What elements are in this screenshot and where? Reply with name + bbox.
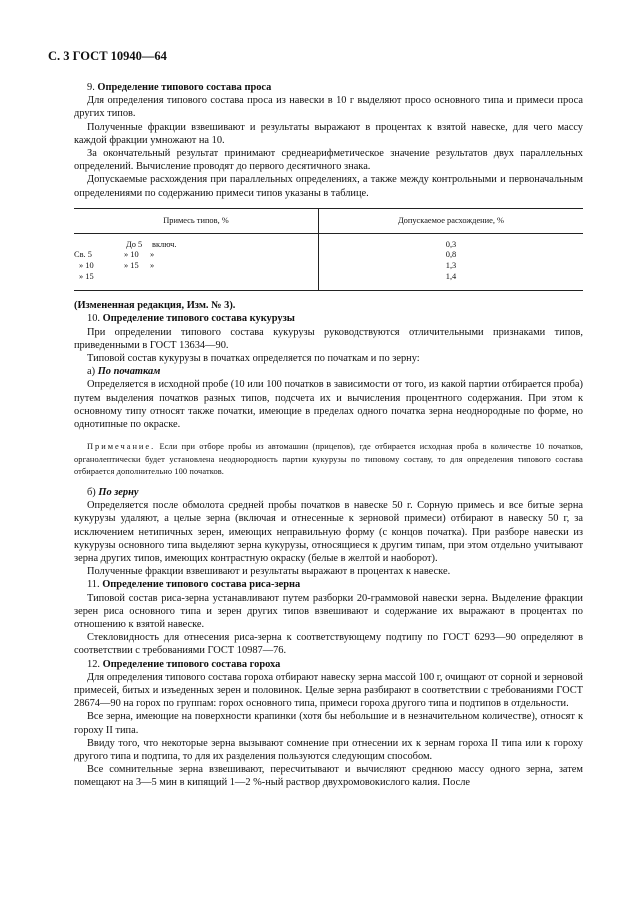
edition-note: (Измененная редакция, Изм. № 3). bbox=[74, 300, 236, 312]
paragraph: Ввиду того, что некоторые зерна вызывают сомнение при отнесении их к зернам гороха II типа или к гороху другого типа и подтипа, то для их разделения пользуются следующим способом. bbox=[74, 737, 583, 763]
paragraph: Допускаемые расхождения при параллельных определениях, а также между контрольными и первоначальным определениями по содержанию примеси типов указаны в таблице. bbox=[74, 174, 583, 199]
paragraph: Определяется в исходной пробе (10 или 100 початков в зависимости от того, из какой партии отбирается проба) путем выделения початков разных типов, подсчета их и вычисления процентного содержания. При этом к основному типу относят также початки, имеющие в пределах одного початка зерна неоднородные по форме, но однотипные по окраске. bbox=[74, 379, 583, 431]
table-header-cell: Примесь типов, % bbox=[74, 208, 319, 233]
paragraph: Определяется после обмолота средней пробы початков в навеске 50 г. Сорную примесь и все битые зерна кукурузы удаляют, а целые зерна (включая и отнесенные к зерновой примеси) отбирают в навеску 50 г, за исключением нетипичных зерен, имеющих неправильную форму (с концов початка). При разборе навески из кукурузы основного типа выделяют зерна кукурузы, относящиеся к другим типам, при этом отдельно учитывают зерна других типов, имеющих контрастную окраску (белые в желтой и наоборот). bbox=[74, 500, 583, 565]
table-row bbox=[74, 272, 583, 291]
paragraph: Все зерна, имеющие на поверхности крапинки (хотя бы небольшие и в незначительном количестве), относят к гороху II типа. bbox=[74, 711, 583, 736]
paragraph: За окончательный результат принимают среднеарифметическое значение результатов двух параллельных определений. Вычисление проводят до первого десятичного знака. bbox=[74, 148, 583, 173]
table-cell: Св. 5 » 10 » bbox=[74, 250, 319, 261]
paragraph: Полученные фракции взвешивают и результаты выражают в процентах к взятой навеске, для чего массу каждой фракции умножают на 10. bbox=[74, 121, 583, 146]
paragraph: Типовой состав риса-зерна устанавливают путем разборки 20-граммовой навески зерна. Выделение фракции зерен риса основного типа и зерен других типов взвешивают и содержание их выражают в процентах по отношению к взятой навеске. bbox=[74, 592, 583, 631]
table-cell: 0,3 bbox=[445, 239, 457, 249]
tolerance-table bbox=[74, 208, 583, 291]
paragraph: Для определения типового состава гороха отбирают навеску зерна массой 100 г, очищают от сорной и зерновой примесей, битых и изъеденных зерен и половинок. Целые зерна разбирают в соответствии с требованиями ГОСТ 28674—90 на горох по группам: горох основного типа, примеси гороха другого типа и подтипов в отдельности. bbox=[74, 671, 583, 710]
table-cell: 1,4 bbox=[319, 272, 584, 291]
table-header-cell: Допускаемое расхождение, % bbox=[319, 208, 584, 233]
table-cell: До 5 включ. bbox=[74, 233, 319, 250]
paragraph: Типовой состав кукурузы в початках определяется по початкам и по зерну: bbox=[87, 353, 420, 365]
paragraph: Полученные фракции взвешивают и результаты выражают в процентах к навеске. bbox=[87, 566, 451, 578]
table-cell: » 10 » 15 » bbox=[74, 261, 319, 272]
document-body bbox=[74, 81, 583, 790]
table-cell: 0,8 bbox=[445, 250, 457, 260]
paragraph: Все сомнительные зерна взвешивают, пересчитывают и вычисляют среднюю массу одного зерна, затем помещают на 3—5 мин в кипящий 1—2 %-ный раствор двухромовокислого калия. После bbox=[74, 764, 583, 789]
paragraph: При определении типового состава кукурузы руководствуются отличительными признаками типов, приведенными в ГОСТ 13634—90. bbox=[74, 326, 583, 351]
paragraph: Для определения типового состава проса из навески в 10 г выделяют просо основного типа и примеси проса других типов. bbox=[74, 95, 583, 120]
page-header: С. 3 ГОСТ 10940—64 bbox=[48, 49, 167, 63]
section-10-heading: 10. Определение типового состава кукурузы bbox=[87, 313, 295, 325]
table-cell: » 15 bbox=[74, 272, 319, 291]
section-11-heading: 11. Определение типового состава риса-зерна bbox=[87, 579, 301, 591]
paragraph: Стекловидность для отнесения риса-зерна к соответствующему подтипу по ГОСТ 6293—90 определяют в соответствии с требованиями ГОСТ 10987—76. bbox=[74, 632, 583, 657]
section-12-heading: 12. Определение типового состава гороха bbox=[87, 658, 281, 670]
table-row bbox=[74, 250, 583, 261]
table-row bbox=[74, 261, 583, 272]
table-cell: 1,3 bbox=[445, 261, 457, 271]
table-row bbox=[74, 233, 583, 250]
subsection-a-heading: а) По початкам bbox=[87, 366, 161, 378]
table-header-row bbox=[74, 208, 583, 233]
section-9-heading: 9. Определение типового состава проса bbox=[87, 82, 272, 93]
subsection-b-heading: б) По зерну bbox=[87, 487, 139, 499]
note: Примечание. Если при отборе пробы из автомашин (прицепов), где отбирается исходная проба в количестве 10 початков, органолептически будет установлена неоднородность партии кукурузы по типовому составу, то для определения типового состава отбирается дополнительно 100 початков. bbox=[74, 442, 583, 477]
